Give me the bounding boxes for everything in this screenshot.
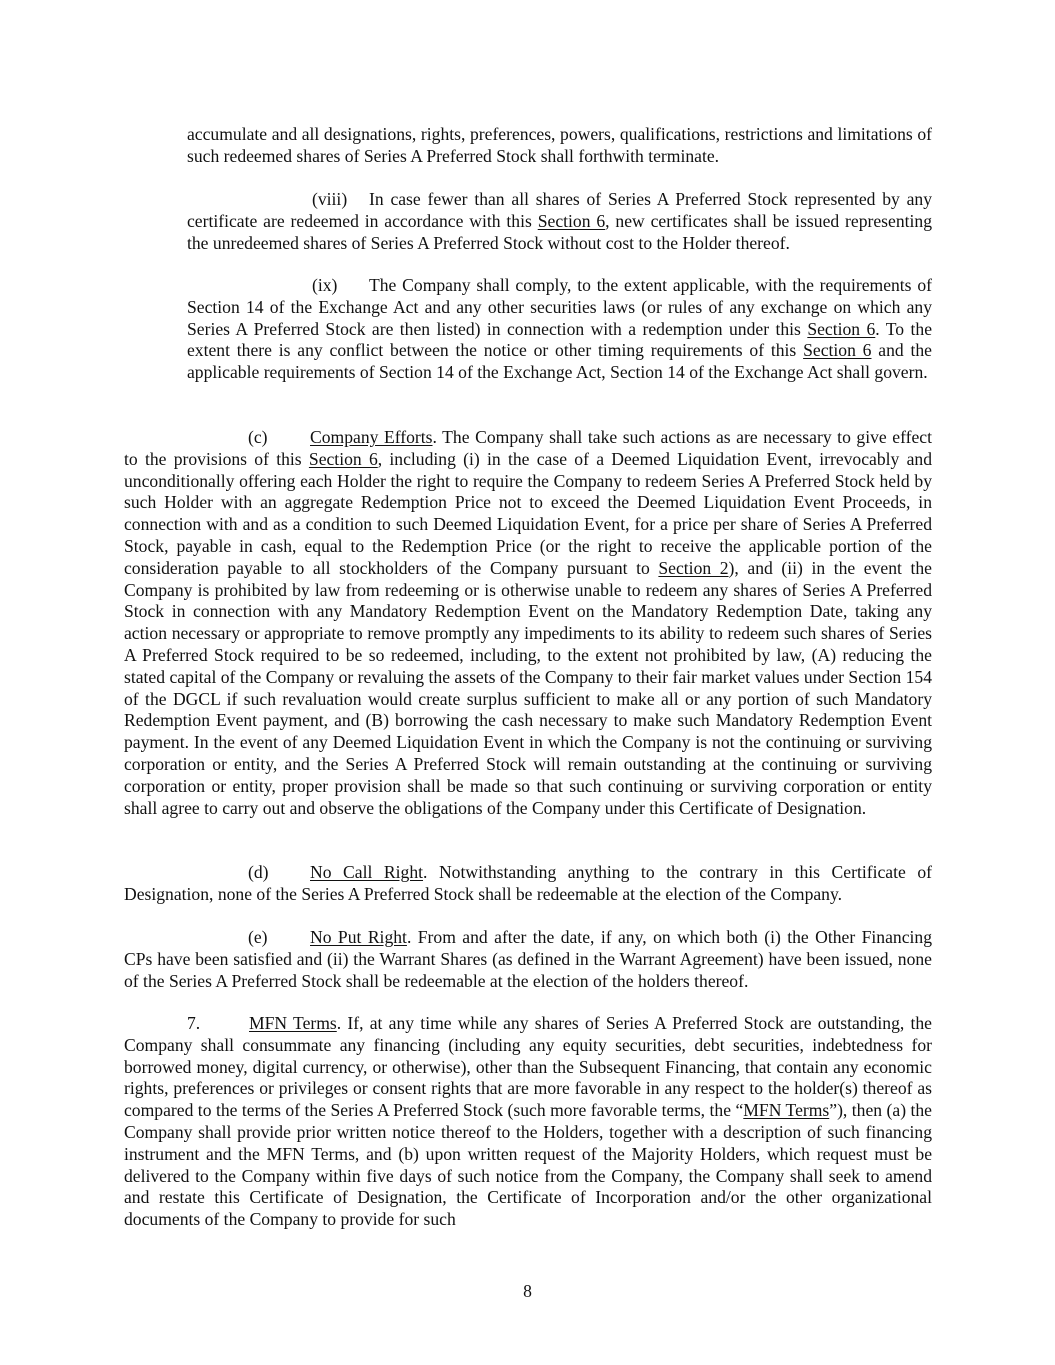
defined-term: MFN Terms	[743, 1100, 830, 1121]
paragraph-c	[124, 427, 932, 819]
section-reference: Section 6	[807, 318, 876, 339]
paragraph-viii	[187, 189, 932, 254]
paragraph-text: . The Company shall take such actions as are necessary to give effect to the provisions of this	[124, 427, 933, 469]
paragraph-text: . Notwithstanding anything to the contrary in this Certificate of Designation, none of the Series A Preferred Stock shall be redeemable at the election of the Company.	[124, 862, 932, 904]
paragraph-text: accumulate and all designations, rights, preferences, powers, qualifications, restrictions and limitations of such redeemed shares of Series A Preferred Stock shall forthwith terminate.	[187, 124, 932, 166]
section-reference: Section 6	[308, 448, 378, 469]
paragraph-continuation	[187, 124, 932, 168]
paragraph-text: In case fewer than all shares of Series A Preferred Stock represented by any certificate are redeemed in accordance with this	[187, 189, 932, 231]
clause-heading: No Call Right	[310, 862, 424, 882]
paragraph-e	[124, 927, 932, 992]
clause-number: (ix)	[312, 275, 338, 295]
paragraph-text: ”), then (a) the Company shall provide prior written notice thereof to the Holders, together with a description of such financing instrument and the MFN Terms, and (b) upon written request of the Majority Holders, which request must be delivered to the Company within five days of such notice from the Company, the Company shall seek to amend and restate this Certificate of Designation, the Certificate of Incorporation and/or the other organizational documents of the Company to provide for such	[124, 1100, 932, 1230]
paragraph-text: and the applicable requirements of Section 14 of the Exchange Act, Section 14 of the Exchange Act shall govern.	[187, 340, 932, 383]
paragraph-text: . From and after the date, if any, on which both (i) the Other Financing CPs have been satisfied and (ii) the Warrant Shares (as defined in the Warrant Agreement) have been issued, none of the Series A Preferred Stock shall be redeemable at the election of the holders thereof.	[124, 927, 933, 991]
clause-heading: No Put Right	[310, 927, 407, 947]
paragraph-d	[124, 862, 932, 906]
clause-number: (viii)	[312, 189, 348, 209]
clause-heading: Company Efforts	[310, 427, 433, 447]
paragraph-text: , new certificates shall be issued representing the unredeemed shares of Series A Preferred Stock without cost to the Holder thereof.	[187, 210, 932, 253]
paragraph-text: ), and (ii) in the event the Company is prohibited by law from redeeming or is otherwise unable to redeem any shares of Series A Preferred Stock in connection with any Mandatory Redemption Event on the Mandatory Redemption Date, taking any action necessary or appropriate to remove promptly any impediments to its ability to redeem such shares of Series A Preferred Stock required to be so redeemed, including, to the extent not prohibited by law, (A) reducing the stated capital of the Company or revaluing the assets of the Company to their fair market values under Section 154 of the DGCL if such revaluation would create surplus sufficient to make all or any portion of such Mandatory Redemption Event payment, and (B) borrowing the cash necessary to make such Mandatory Redemption Event payment. In the event of any Deemed Liquidation Event in which the Company is not the continuing or surviving corporation or entity, and the Series A Preferred Stock will remain outstanding at the continuing or surviving corporation or entity, proper provision shall be made so that such continuing or surviving corporation or entity shall agree to carry out and observe the obligations of the Company under this Certificate of Designation.	[124, 557, 932, 818]
section-reference: Section 6	[537, 210, 606, 231]
clause-number: (d)	[248, 862, 269, 882]
paragraph-7	[124, 1013, 932, 1231]
paragraph-ix	[187, 275, 932, 384]
paragraph-text: . If, at any time while any shares of Series A Preferred Stock are outstanding, the Company shall consummate any financing (including any equity securities, debt securities, indebtedness for borrowed money, digital currency, or otherwise), other than the Subsequent Financing, that contain any economic rights, preferences or privileges or consent rights that are more favorable in any respect to the holder(s) thereof as compared to the terms of the Series A Preferred Stock (such more favorable terms, the “	[124, 1013, 932, 1121]
section-reference: Section 6	[803, 340, 872, 361]
clause-number: (c)	[248, 427, 268, 447]
section-reference: Section 2	[658, 557, 729, 578]
section-number: 7.	[187, 1013, 201, 1033]
section-heading: MFN Terms	[249, 1013, 337, 1033]
clause-number: (e)	[248, 927, 268, 947]
page-number: 8	[523, 1281, 532, 1301]
paragraph-text: . To the extent there is any conflict between the notice or other timing requirements of this	[187, 318, 933, 361]
paragraph-text: The Company shall comply, to the extent applicable, with the requirements of Section 14 of the Exchange Act and any other securities laws (or rules of any exchange on which any Series A Preferred Stock are then listed) in connection with a redemption under this	[187, 275, 932, 339]
paragraph-text: , including (i) in the case of a Deemed Liquidation Event, irrevocably and unconditionally offering each Holder the right to require the Company to redeem Series A Preferred Stock held by such Holder with an aggregate Redemption Price not to exceed the Deemed Liquidation Event Proceeds, in connection with and as a condition to such Deemed Liquidation Event, for a price per share of Series A Preferred Stock, payable in cash, equal to the Redemption Price (or the right to receive the applicable portion of the consideration payable to all stockholders of the Company pursuant to	[124, 448, 932, 578]
